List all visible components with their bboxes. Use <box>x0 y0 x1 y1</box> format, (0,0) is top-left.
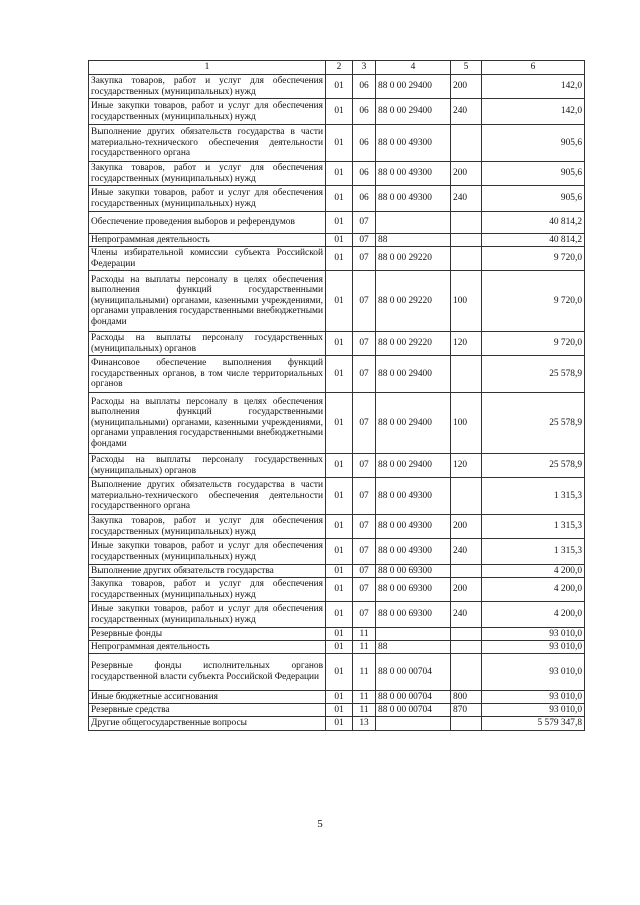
cell-name: Расходы на выплаты персоналу государственных (муниципальных) органов <box>89 454 326 478</box>
table-row <box>89 75 585 99</box>
cell-pr: 06 <box>353 125 376 162</box>
cell-sum: 1 315,3 <box>482 539 585 565</box>
cell-rz: 01 <box>326 162 353 186</box>
cell-pr: 06 <box>353 75 376 99</box>
cell-csr: 88 0 00 29220 <box>376 271 451 332</box>
cell-sum: 4 200,0 <box>482 578 585 602</box>
cell-vr: 200 <box>451 162 482 186</box>
cell-csr <box>376 717 451 731</box>
table-row <box>89 478 585 515</box>
header-cell-4: 4 <box>376 61 451 75</box>
cell-rz: 01 <box>326 515 353 539</box>
cell-pr: 07 <box>353 247 376 271</box>
cell-vr <box>451 356 482 393</box>
cell-vr: 100 <box>451 271 482 332</box>
cell-rz: 01 <box>326 602 353 628</box>
cell-name: Финансовое обеспечение выполнения функций государственных органов, в том числе территориальных органов <box>89 356 326 393</box>
cell-sum: 9 720,0 <box>482 332 585 356</box>
table-row <box>89 393 585 454</box>
cell-sum: 93 010,0 <box>482 704 585 717</box>
cell-vr <box>451 125 482 162</box>
cell-name: Расходы на выплаты персоналу в целях обеспечения выполнения функций государственными (муниципальными) органами, казенными учреждениями, органами управления государственными внебюджетными фондами <box>89 393 326 454</box>
cell-rz: 01 <box>326 247 353 271</box>
table-row <box>89 234 585 247</box>
cell-vr: 200 <box>451 515 482 539</box>
cell-sum: 40 814,2 <box>482 212 585 234</box>
cell-name: Обеспечение проведения выборов и референдумов <box>89 212 326 234</box>
cell-name: Иные бюджетные ассигнования <box>89 691 326 704</box>
table-row <box>89 212 585 234</box>
cell-name: Расходы на выплаты персоналу в целях обеспечения выполнения функций государственными (муниципальными) органами, казенными учреждениями, органами управления государственными внебюджетными фондами <box>89 271 326 332</box>
table-body <box>89 61 585 731</box>
header-cell-2: 2 <box>326 61 353 75</box>
cell-sum: 25 578,9 <box>482 356 585 393</box>
cell-vr <box>451 212 482 234</box>
cell-csr: 88 0 00 29220 <box>376 332 451 356</box>
table-row <box>89 602 585 628</box>
cell-rz: 01 <box>326 565 353 578</box>
cell-rz: 01 <box>326 539 353 565</box>
header-row <box>89 61 585 75</box>
cell-pr: 07 <box>353 234 376 247</box>
table-row <box>89 704 585 717</box>
cell-pr: 06 <box>353 162 376 186</box>
page-number: 5 <box>317 818 323 830</box>
cell-name: Иные закупки товаров, работ и услуг для обеспечения государственных (муниципальных) нужд <box>89 99 326 125</box>
cell-name: Члены избирательной комиссии субъекта Российской Федерации <box>89 247 326 271</box>
table-row <box>89 125 585 162</box>
cell-rz: 01 <box>326 271 353 332</box>
cell-pr: 07 <box>353 356 376 393</box>
cell-sum: 142,0 <box>482 75 585 99</box>
cell-name: Иные закупки товаров, работ и услуг для обеспечения государственных (муниципальных) нужд <box>89 602 326 628</box>
cell-vr: 800 <box>451 691 482 704</box>
cell-vr: 870 <box>451 704 482 717</box>
cell-rz: 01 <box>326 454 353 478</box>
cell-rz: 01 <box>326 704 353 717</box>
cell-sum: 93 010,0 <box>482 691 585 704</box>
cell-vr: 240 <box>451 186 482 212</box>
cell-sum: 25 578,9 <box>482 393 585 454</box>
cell-sum: 905,6 <box>482 186 585 212</box>
cell-vr <box>451 234 482 247</box>
cell-rz: 01 <box>326 332 353 356</box>
cell-sum: 40 814,2 <box>482 234 585 247</box>
cell-csr: 88 0 00 29400 <box>376 454 451 478</box>
cell-csr <box>376 628 451 641</box>
table-row <box>89 186 585 212</box>
cell-csr: 88 0 00 29400 <box>376 99 451 125</box>
cell-sum: 905,6 <box>482 125 585 162</box>
cell-pr: 11 <box>353 691 376 704</box>
cell-pr: 13 <box>353 717 376 731</box>
cell-name: Выполнение других обязательств государства <box>89 565 326 578</box>
cell-csr: 88 0 00 69300 <box>376 565 451 578</box>
cell-name: Иные закупки товаров, работ и услуг для обеспечения государственных (муниципальных) нужд <box>89 539 326 565</box>
table-row <box>89 454 585 478</box>
cell-csr: 88 0 00 29400 <box>376 356 451 393</box>
cell-pr: 07 <box>353 578 376 602</box>
cell-vr: 200 <box>451 578 482 602</box>
cell-name: Закупка товаров, работ и услуг для обеспечения государственных (муниципальных) нужд <box>89 75 326 99</box>
table-row <box>89 654 585 691</box>
table-row <box>89 356 585 393</box>
cell-vr: 100 <box>451 393 482 454</box>
cell-vr: 240 <box>451 602 482 628</box>
table-row <box>89 578 585 602</box>
cell-pr: 07 <box>353 515 376 539</box>
cell-name: Выполнение других обязательств государства в части материально-технического обеспечения деятельности государственного органа <box>89 125 326 162</box>
cell-pr: 07 <box>353 539 376 565</box>
cell-pr: 07 <box>353 602 376 628</box>
cell-name: Непрограммная деятельность <box>89 641 326 654</box>
cell-pr: 07 <box>353 332 376 356</box>
cell-pr: 06 <box>353 99 376 125</box>
cell-name: Закупка товаров, работ и услуг для обеспечения государственных (муниципальных) нужд <box>89 515 326 539</box>
cell-vr <box>451 641 482 654</box>
cell-vr <box>451 565 482 578</box>
cell-rz: 01 <box>326 393 353 454</box>
table-row <box>89 565 585 578</box>
cell-pr: 07 <box>353 212 376 234</box>
cell-csr: 88 <box>376 641 451 654</box>
budget-table <box>88 60 585 731</box>
cell-name: Выполнение других обязательств государства в части материально-технического обеспечения деятельности государственного органа <box>89 478 326 515</box>
cell-sum: 9 720,0 <box>482 271 585 332</box>
cell-rz: 01 <box>326 356 353 393</box>
table-row <box>89 539 585 565</box>
table-row <box>89 332 585 356</box>
cell-vr: 240 <box>451 99 482 125</box>
cell-csr: 88 0 00 29220 <box>376 247 451 271</box>
cell-csr: 88 0 00 29400 <box>376 393 451 454</box>
cell-rz: 01 <box>326 691 353 704</box>
cell-pr: 11 <box>353 641 376 654</box>
cell-vr <box>451 247 482 271</box>
cell-rz: 01 <box>326 212 353 234</box>
cell-sum: 93 010,0 <box>482 641 585 654</box>
cell-pr: 07 <box>353 454 376 478</box>
cell-sum: 4 200,0 <box>482 602 585 628</box>
cell-sum: 93 010,0 <box>482 654 585 691</box>
cell-sum: 905,6 <box>482 162 585 186</box>
cell-rz: 01 <box>326 578 353 602</box>
header-cell-3: 3 <box>353 61 376 75</box>
cell-vr <box>451 717 482 731</box>
cell-vr: 120 <box>451 454 482 478</box>
cell-vr <box>451 628 482 641</box>
table-row <box>89 515 585 539</box>
cell-rz: 01 <box>326 717 353 731</box>
cell-name: Закупка товаров, работ и услуг для обеспечения государственных (муниципальных) нужд <box>89 578 326 602</box>
cell-sum: 93 010,0 <box>482 628 585 641</box>
table-row <box>89 691 585 704</box>
cell-sum: 1 315,3 <box>482 515 585 539</box>
cell-rz: 01 <box>326 654 353 691</box>
cell-name: Резервные фонды исполнительных органов государственной власти субъекта Российской Федерации <box>89 654 326 691</box>
cell-name: Непрограммная деятельность <box>89 234 326 247</box>
cell-sum: 9 720,0 <box>482 247 585 271</box>
cell-sum: 5 579 347,8 <box>482 717 585 731</box>
cell-vr <box>451 654 482 691</box>
cell-vr <box>451 478 482 515</box>
cell-rz: 01 <box>326 641 353 654</box>
cell-rz: 01 <box>326 478 353 515</box>
cell-csr: 88 0 00 69300 <box>376 578 451 602</box>
cell-name: Иные закупки товаров, работ и услуг для обеспечения государственных (муниципальных) нужд <box>89 186 326 212</box>
cell-csr: 88 0 00 49300 <box>376 478 451 515</box>
cell-csr: 88 0 00 49300 <box>376 162 451 186</box>
table-row <box>89 99 585 125</box>
cell-csr <box>376 212 451 234</box>
cell-csr: 88 0 00 49300 <box>376 515 451 539</box>
cell-name: Другие общегосударственные вопросы <box>89 717 326 731</box>
cell-sum: 1 315,3 <box>482 478 585 515</box>
cell-vr: 240 <box>451 539 482 565</box>
header-cell-6: 6 <box>482 61 585 75</box>
cell-name: Резервные средства <box>89 704 326 717</box>
table-row <box>89 628 585 641</box>
cell-pr: 07 <box>353 393 376 454</box>
cell-name: Резервные фонды <box>89 628 326 641</box>
cell-rz: 01 <box>326 234 353 247</box>
cell-rz: 01 <box>326 125 353 162</box>
cell-rz: 01 <box>326 186 353 212</box>
cell-name: Расходы на выплаты персоналу государственных (муниципальных) органов <box>89 332 326 356</box>
cell-pr: 07 <box>353 565 376 578</box>
cell-rz: 01 <box>326 628 353 641</box>
cell-csr: 88 0 00 00704 <box>376 691 451 704</box>
cell-csr: 88 0 00 00704 <box>376 704 451 717</box>
table-row <box>89 717 585 731</box>
cell-csr: 88 0 00 49300 <box>376 125 451 162</box>
cell-sum: 142,0 <box>482 99 585 125</box>
cell-pr: 11 <box>353 654 376 691</box>
cell-rz: 01 <box>326 99 353 125</box>
cell-pr: 11 <box>353 704 376 717</box>
table-row <box>89 641 585 654</box>
cell-csr: 88 0 00 00704 <box>376 654 451 691</box>
cell-pr: 07 <box>353 271 376 332</box>
cell-pr: 11 <box>353 628 376 641</box>
cell-vr: 120 <box>451 332 482 356</box>
table-row <box>89 247 585 271</box>
cell-sum: 25 578,9 <box>482 454 585 478</box>
header-cell-5: 5 <box>451 61 482 75</box>
cell-sum: 4 200,0 <box>482 565 585 578</box>
cell-csr: 88 <box>376 234 451 247</box>
cell-csr: 88 0 00 69300 <box>376 602 451 628</box>
cell-csr: 88 0 00 49300 <box>376 186 451 212</box>
cell-csr: 88 0 00 29400 <box>376 75 451 99</box>
cell-vr: 200 <box>451 75 482 99</box>
table-row <box>89 162 585 186</box>
cell-pr: 07 <box>353 478 376 515</box>
cell-name: Закупка товаров, работ и услуг для обеспечения государственных (муниципальных) нужд <box>89 162 326 186</box>
table-row <box>89 271 585 332</box>
cell-pr: 06 <box>353 186 376 212</box>
header-cell-1: 1 <box>89 61 326 75</box>
cell-rz: 01 <box>326 75 353 99</box>
cell-csr: 88 0 00 49300 <box>376 539 451 565</box>
